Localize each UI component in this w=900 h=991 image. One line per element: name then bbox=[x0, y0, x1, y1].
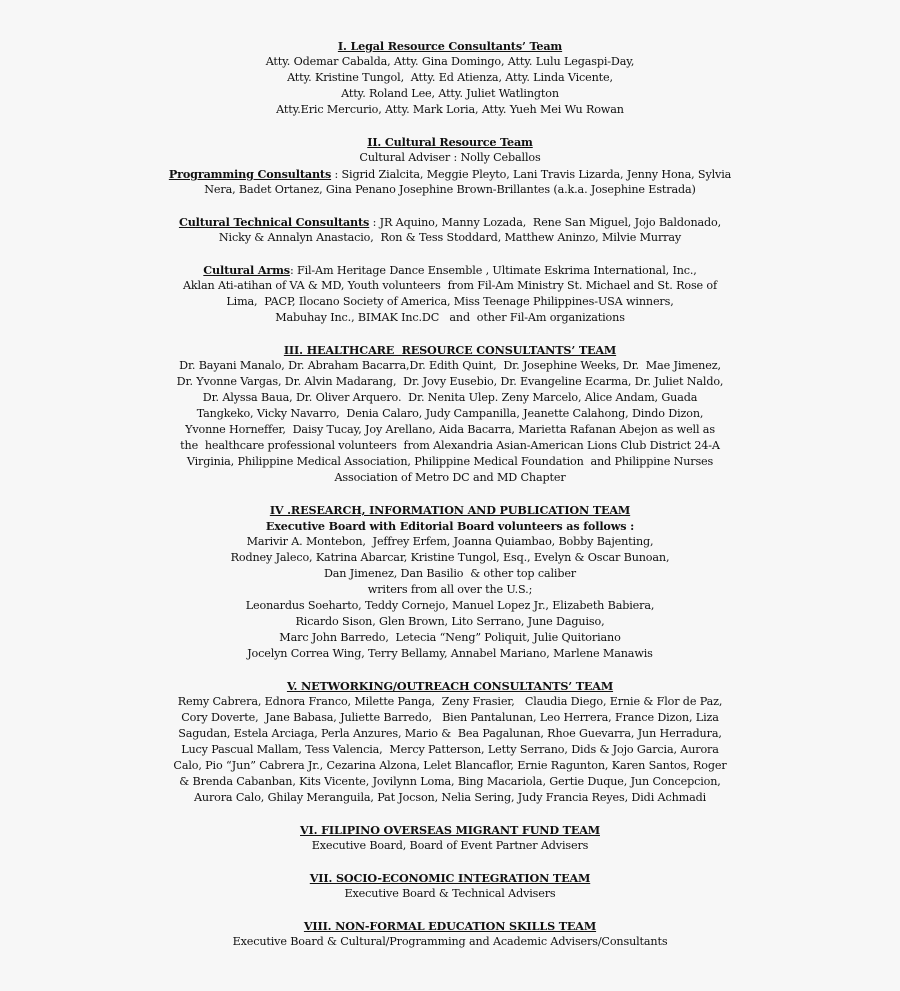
text-line: Association of Metro DC and MD Chapter bbox=[334, 471, 566, 484]
text-line: Cultural Adviser : Nolly Ceballos bbox=[359, 151, 541, 164]
text-line: Aklan Ati-atihan of VA & MD, Youth volunteers from Fil-Am Ministry St. Michael and St. Rose of bbox=[183, 279, 717, 292]
section-migrant-fund bbox=[0, 822, 900, 854]
text-line: Atty. Roland Lee, Atty. Juliet Watlington bbox=[341, 87, 559, 100]
section-title-text: III. HEALTHCARE RESOURCE CONSULTANTS’ TEAM bbox=[283, 343, 617, 357]
text-line: Executive Board, Board of Event Partner Advisers bbox=[311, 839, 589, 852]
cultural-arms-line bbox=[0, 262, 900, 278]
text-line: the healthcare professional volunteers from Alexandria Asian-American Lions Club District 24-A bbox=[180, 439, 720, 452]
section-title-text: II. Cultural Resource Team bbox=[367, 135, 533, 149]
text-line: Leonardus Soeharto, Teddy Cornejo, Manuel Lopez Jr., Elizabeth Babiera, bbox=[245, 599, 655, 612]
blank-line bbox=[0, 246, 900, 262]
text-line: Remy Cabrera, Ednora Franco, Milette Panga, Zeny Frasier, Claudia Diego, Ernie & Flor de Paz, bbox=[177, 695, 723, 708]
text-line: Nera, Badet Ortanez, Gina Penano Josephine Brown-Brillantes (a.k.a. Josephine Estrada) bbox=[204, 183, 696, 196]
section-networking-outreach bbox=[0, 678, 900, 806]
section-title bbox=[0, 678, 900, 694]
section-non-formal-education bbox=[0, 918, 900, 950]
text-line: Dan Jimenez, Dan Basilio & other top caliber bbox=[323, 567, 577, 580]
technical-consultants-line bbox=[0, 214, 900, 230]
text-line: Rodney Jaleco, Katrina Abarcar, Kristine Tungol, Esq., Evelyn & Oscar Bunoan, bbox=[230, 551, 670, 564]
section-research-publication bbox=[0, 502, 900, 662]
section-title bbox=[0, 134, 900, 150]
section-subheading: Executive Board with Editorial Board volunteers as follows : bbox=[265, 519, 635, 533]
text-line: Cory Doverte, Jane Babasa, Juliette Barredo, Bien Pantalunan, Leo Herrera, France Dizon, Liza bbox=[181, 711, 719, 724]
text-line: Lima, PACP, Ilocano Society of America, Miss Teenage Philippines-USA winners, bbox=[226, 295, 674, 308]
section-title bbox=[0, 918, 900, 934]
text-line: Ricardo Sison, Glen Brown, Lito Serrano, June Daguiso, bbox=[295, 615, 605, 628]
text-line: Jocelyn Correa Wing, Terry Bellamy, Annabel Mariano, Marlene Manawis bbox=[247, 647, 653, 660]
section-socio-economic bbox=[0, 870, 900, 902]
text-line: Virginia, Philippine Medical Association, Philippine Medical Foundation and Philippine Nurses bbox=[186, 455, 714, 468]
programming-consultants-line bbox=[0, 166, 900, 182]
section-title-text: IV .RESEARCH, INFORMATION AND PUBLICATION TEAM bbox=[269, 503, 631, 517]
section-legal-resource bbox=[0, 38, 900, 118]
text-line: Atty.Eric Mercurio, Atty. Mark Loria, Atty. Yueh Mei Wu Rowan bbox=[276, 103, 624, 116]
text-fragment: : JR Aquino, Manny Lozada, Rene San Miguel, Jojo Baldonado, bbox=[369, 216, 722, 229]
text-line: writers from all over the U.S.; bbox=[367, 583, 533, 596]
text-line: Executive Board & Cultural/Programming and Academic Advisers/Consultants bbox=[232, 935, 668, 948]
text-line: Executive Board & Technical Advisers bbox=[344, 887, 556, 900]
technical-consultants-label: Cultural Technical Consultants bbox=[178, 215, 370, 229]
document-page bbox=[0, 38, 900, 966]
text-line: Atty. Kristine Tungol, Atty. Ed Atienza, Atty. Linda Vicente, bbox=[287, 71, 613, 84]
text-line: Mabuhay Inc., BIMAK Inc.DC and other Fil-Am organizations bbox=[275, 311, 625, 324]
text-fragment: : Fil-Am Heritage Dance Ensemble , Ultimate Eskrima International, Inc., bbox=[289, 264, 697, 277]
section-title bbox=[0, 38, 900, 54]
section-healthcare-resource bbox=[0, 342, 900, 486]
text-line: Sagudan, Estela Arciaga, Perla Anzures, Mario & Bea Pagalunan, Rhoe Guevarra, Jun Herradura, bbox=[178, 727, 722, 740]
text-line: Dr. Alyssa Baua, Dr. Oliver Arquero. Dr. Nenita Ulep. Zeny Marcelo, Alice Andam, Guada bbox=[202, 391, 698, 404]
text-line: Lucy Pascual Mallam, Tess Valencia, Mercy Patterson, Letty Serrano, Dids & Jojo Garcia, Aurora bbox=[181, 743, 719, 756]
text-fragment: : Sigrid Zialcita, Meggie Pleyto, Lani Travis Lizarda, Jenny Hona, Sylvia bbox=[331, 168, 732, 181]
section-title-text: I. Legal Resource Consultants’ Team bbox=[337, 39, 563, 53]
section-title-text: V. NETWORKING/OUTREACH CONSULTANTS’ TEAM bbox=[286, 679, 614, 693]
section-title-text: VII. SOCIO-ECONOMIC INTEGRATION TEAM bbox=[309, 871, 591, 885]
text-line: Calo, Pio “Jun” Cabrera Jr., Cezarina Alzona, Lelet Blancaflor, Ernie Ragunton, Karen Santos, Roger bbox=[173, 759, 727, 772]
section-title bbox=[0, 342, 900, 358]
cultural-arms-label: Cultural Arms bbox=[203, 263, 290, 277]
section-title bbox=[0, 502, 900, 518]
text-line: Nicky & Annalyn Anastacio, Ron & Tess Stoddard, Matthew Aninzo, Milvie Murray bbox=[218, 231, 682, 244]
section-cultural-resource bbox=[0, 134, 900, 326]
text-line: & Brenda Cabanban, Kits Vicente, Jovilynn Loma, Bing Macariola, Gertie Duque, Jun Concepcion, bbox=[179, 775, 721, 788]
text-line: Dr. Bayani Manalo, Dr. Abraham Bacarra,Dr. Edith Quint, Dr. Josephine Weeks, Dr. Mae Jimenez, bbox=[179, 359, 721, 372]
text-line: Yvonne Horneffer, Daisy Tucay, Joy Arellano, Aida Bacarra, Marietta Rafanan Abejon as well as bbox=[185, 423, 715, 436]
section-title bbox=[0, 822, 900, 838]
text-line: Marivir A. Montebon, Jeffrey Erfem, Joanna Quiambao, Bobby Bajenting, bbox=[246, 535, 654, 548]
text-line: Marc John Barredo, Letecia “Neng” Poliquit, Julie Quitoriano bbox=[279, 631, 621, 644]
text-line: Aurora Calo, Ghilay Meranguila, Pat Jocson, Nelia Sering, Judy Francia Reyes, Didi Achmadi bbox=[193, 791, 707, 804]
section-title-text: VI. FILIPINO OVERSEAS MIGRANT FUND TEAM bbox=[300, 823, 600, 837]
text-line: Tangkeko, Vicky Navarro, Denia Calaro, Judy Campanilla, Jeanette Calahong, Dindo Dizon, bbox=[196, 407, 704, 420]
blank-line bbox=[0, 198, 900, 214]
text-line: Dr. Yvonne Vargas, Dr. Alvin Madarang, Dr. Jovy Eusebio, Dr. Evangeline Ecarma, Dr. Juliet Naldo, bbox=[176, 375, 724, 388]
section-title bbox=[0, 870, 900, 886]
section-title-text: VIII. NON-FORMAL EDUCATION SKILLS TEAM bbox=[303, 919, 597, 933]
text-line: Atty. Odemar Cabalda, Atty. Gina Domingo, Atty. Lulu Legaspi-Day, bbox=[265, 55, 635, 68]
programming-consultants-label: Programming Consultants bbox=[168, 167, 332, 181]
